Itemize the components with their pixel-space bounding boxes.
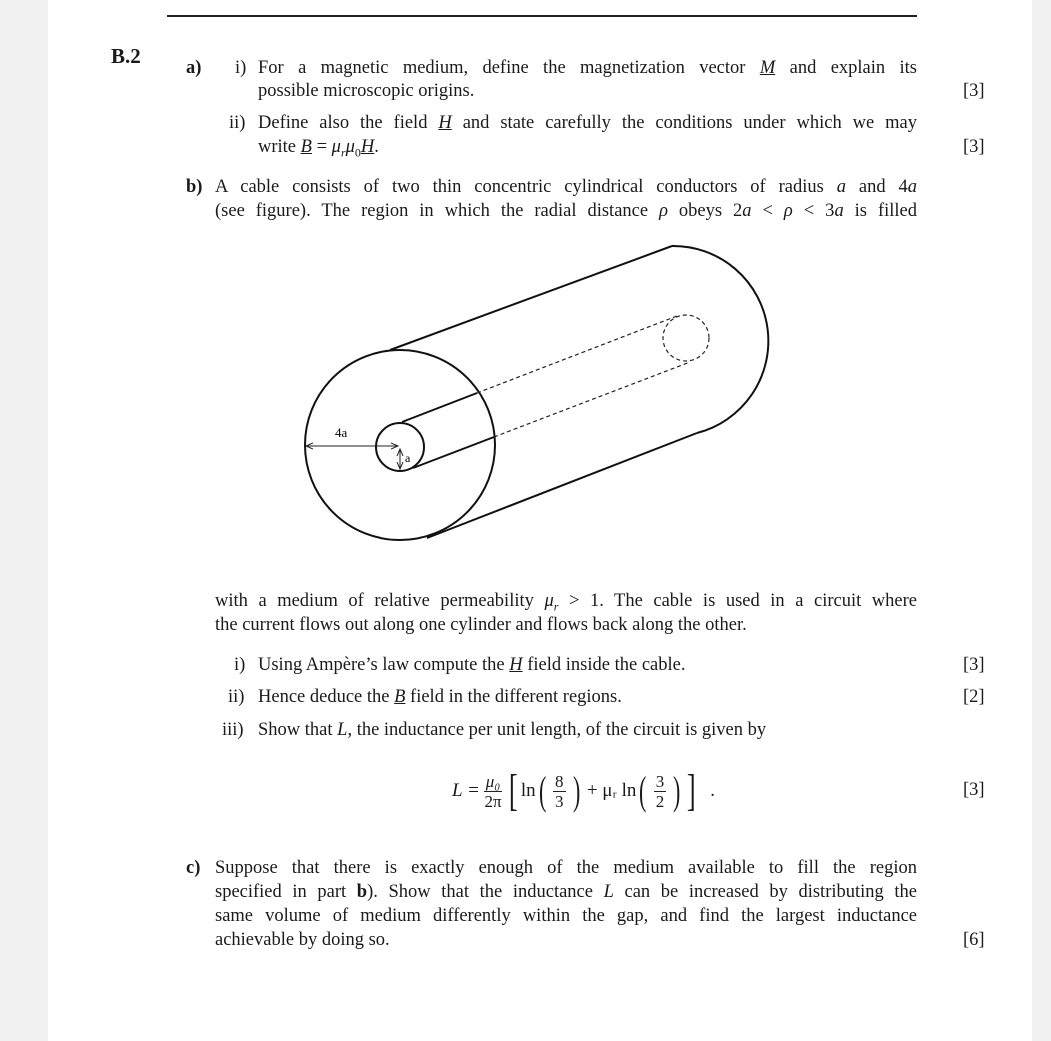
marks: [3] [963,81,985,101]
math-symbol: a [836,177,846,197]
formula-lhs: L = [452,780,480,801]
text-segment: For a magnetic medium, define the magnetization vector [258,58,760,78]
paren: ( [639,768,647,813]
text-segment: achievable by doing so. [215,930,390,950]
marks: [3] [963,137,985,157]
math-symbol: B [300,137,312,157]
marks: [6] [963,930,985,950]
text-segment: Suppose that there is exactly enough of the medium available to fill the region [215,858,917,878]
sub-label: ii) [228,687,245,707]
bracket: ] [686,766,696,815]
text-segment: Using Ampère’s law compute the [258,655,510,675]
inner-radius-label: a [405,451,411,465]
outer-radius-label: 4a [335,425,348,440]
math-symbol: H [360,137,375,157]
numerator: 3 [655,771,665,791]
math-symbol: b [356,882,368,902]
denominator: 3 [555,791,564,811]
text-segment: < 3 [792,201,835,221]
hidden-inner-bottom [494,362,690,437]
text-segment: , the inductance per unit length, of the circuit is given by [347,720,767,740]
text-segment: is filled [843,201,918,221]
numerator: μ₀ [485,771,501,791]
text-segment: Hence deduce the [258,687,395,707]
math-symbol: 0 [354,145,361,160]
text-segment: obeys 2 [667,201,743,221]
text-segment: possible microscopic origins. [258,81,475,101]
text-segment: > 1. The cable is used in a circuit where [558,591,917,611]
text-segment: write [258,137,301,157]
outer-conductor-circle [305,350,495,540]
text-segment: ). Show that the inductance [367,882,604,902]
text-segment: the current flows out along one cylinder and flows back along the other. [215,615,747,635]
math-symbol: μ [345,137,355,157]
math-symbol: r [340,145,346,160]
text-segment: and explain its [775,58,917,78]
text-segment: Show that [258,720,338,740]
math-symbol: r [553,599,559,614]
math-symbol: L [337,720,348,740]
inner-top-edge [402,393,477,422]
numerator: 8 [555,771,564,791]
math-symbol: B [394,687,406,707]
text-segment: and 4 [845,177,908,197]
denominator: 2π [484,791,502,811]
text-segment: < [751,201,784,221]
math-symbol: L [603,882,614,902]
text-segment: field in the different regions. [405,687,622,707]
bracket: [ [509,766,518,815]
sub-label: ii) [229,113,246,133]
paren: ) [673,768,681,813]
text-segment: can be increased by distributing the [613,882,917,902]
text-segment: same volume of medium differently within the gap, and find the largest inductance [215,906,917,926]
marks: [2] [963,687,985,707]
paren: ) [572,768,580,813]
math-symbol: a [742,201,752,221]
part-a-label: a) [186,58,202,78]
math-symbol: M [759,58,776,78]
far-end-arc [672,246,768,433]
paren: ( [538,768,547,813]
math-symbol: ρ [659,201,668,221]
part-c-label: c) [186,858,201,878]
math-symbol: μ [331,137,341,157]
sub-label: iii) [222,720,244,740]
text-segment: = [311,137,332,157]
hidden-inner-top [477,316,677,393]
outer-bottom-edge [427,433,697,538]
period: . [710,780,715,801]
text-segment: with a medium of relative permeability [215,591,545,611]
math-symbol: μ [544,591,554,611]
text-segment: . [374,137,379,157]
text-segment: field inside the cable. [522,655,686,675]
math-symbol: a [834,201,844,221]
inner-bottom-edge [413,437,494,468]
math-symbol: H [438,113,452,133]
ln: ln [520,780,536,801]
part-b-label: b) [186,177,203,197]
text-segment: Define also the field [258,113,439,133]
text-segment: (see figure). The region in which the radial distance [215,201,660,221]
marks: [3] [963,780,985,800]
text-segment: A cable consists of two thin concentric cylindrical conductors of radius [215,177,837,197]
math-symbol: a [907,177,917,197]
sub-label: i) [234,655,246,675]
text-segment: specified in part [215,882,357,902]
math-symbol: H [509,655,523,675]
hidden-far-inner-circle [663,315,709,361]
formula-term: + μᵣ ln [586,780,637,801]
marks: [3] [963,655,985,675]
math-symbol: ρ [783,201,793,221]
sub-label: i) [235,58,247,78]
text-segment: and state carefully the conditions under which we may [451,113,917,133]
denominator: 2 [655,791,665,811]
question-number: B.2 [111,44,141,68]
